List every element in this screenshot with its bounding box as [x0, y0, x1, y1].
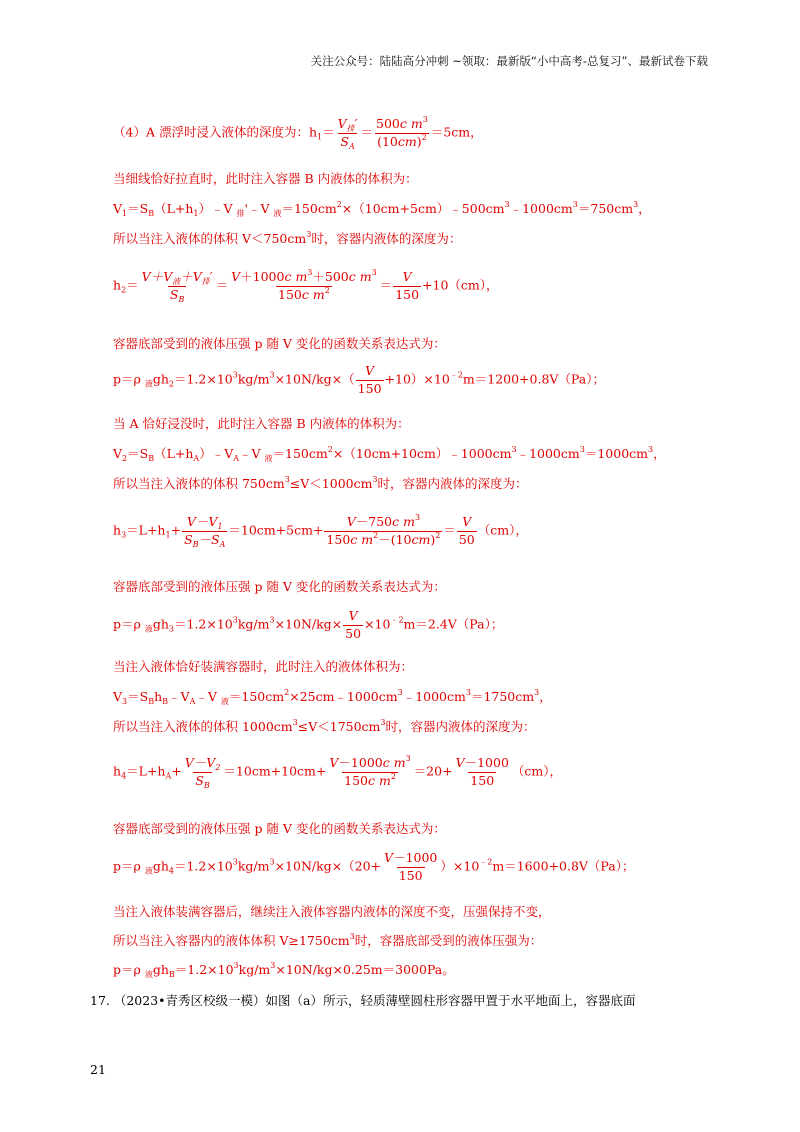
line-a-submerged: 当 A 恰好浸没时，此时注入容器 B 内液体的体积为：	[113, 416, 410, 431]
line-condition-1: 所以当注入液体的体积 $V<750cm^3$时，容器内液体的深度为：	[113, 230, 462, 246]
line-v3: $V_3=S_Bh_B﹣V_A﹣V$ $_液=150cm^2\times 25cm﹣1000cm^3﹣1000cm^3=1750cm^3$，	[113, 688, 552, 706]
formula-h2: $h_2=$ $\frac{V+V_液+V_排'}{S_B}$ ＝ $\frac{V+1000c m^3+500c m^3}{150c m^2}$ ＝ $\frac{V}{150}$ +10（cm），	[113, 268, 499, 304]
question-17: 17. （2023•青秀区校级一模）如图（a）所示，轻质薄壁圆柱形容器甲置于水平地面上，容器底面	[90, 993, 636, 1008]
formula-p4: p＝ρ $_液gh_4=1.2\times 10^3kg/m^3\times 10N/kg\times(20+$ $\frac{V-1000}{150}$ ）$\times 10^{﹣2}m=1600+0.8V(Pa)$；	[113, 850, 635, 883]
line-pressure-relation-1: 容器底部受到的液体压强 p 随 V 变化的函数关系表达式为：	[113, 336, 446, 351]
formula-p3: p＝ρ $_液gh_3=1.2\times 10^3kg/m^3\times 10N/kg\times$ $\frac{V}{50}$ $\times 10^{﹣2}m=2.4V(Pa)$；	[113, 608, 504, 641]
line-v2: $V_2=S_B(L+h_A)﹣V_A﹣V$ $_液=150cm^2\times(10cm+10cm)﹣1000cm^3﹣1000cm^3=1000cm^3$，	[113, 445, 666, 463]
page-number: 21	[90, 1062, 106, 1077]
line-pressure-relation-2: 容器底部受到的液体压强 p 随 V 变化的函数关系表达式为：	[113, 579, 446, 594]
line-condition-2: 所以当注入液体的体积 $750cm^3\le V<1000cm^3$时，容器内液体的深度为：	[113, 475, 528, 491]
line-pressure-relation-3: 容器底部受到的液体压强 p 随 V 变化的函数关系表达式为：	[113, 821, 446, 836]
page-header: 关注公众号：陆陆高分冲刺 ~领取：最新版“小中高考-总复习”、最新试卷下载	[310, 54, 708, 68]
formula-h4: $h_4=L+h_A+$ $\frac{V-V_2}{S_B}$ ＝10cm+10cm+ $\frac{V-1000c m^3}{150c m^2}$ ＝20+ $\frac{V-1000}{150}$ （cm），	[113, 754, 563, 790]
line-v1: $V_1=S_B(L+h_1)﹣V$ $_排$'﹣V $_液=150cm^2\times(10cm+5cm)﹣500cm^3﹣1000cm^3=750cm^3$，	[113, 200, 651, 218]
formula-h3: $h_3=L+h_1+$ $\frac{V-V_1}{S_B-S_A}$ ＝10cm+5cm+ $\frac{V-750c m^3}{150c m^2-(10cm)^2}$ ＝ $\frac{V}{50}$ （cm），	[113, 513, 528, 549]
line-after-full: 当注入液体装满容器后，继续注入液体容器内液体的深度不变，压强保持不变，	[113, 904, 551, 919]
formula-p2: p＝ρ $_液gh_2=1.2\times 10^3kg/m^3\times 10N/kg\times$（ $\frac{V}{150}$ $+10)\times 10^{﹣2}m=1200+0.8V(Pa)$；	[113, 363, 605, 396]
line-a-float-depth: （4）A 漂浮时浸入液体的深度为：$h_1=$ $\frac{V_排'}{S_A}$ ＝ $\frac{500c m^3}{(10cm)^2}$ ＝5cm，	[113, 115, 483, 151]
line-final-pressure: p＝ρ $_液gh_B=1.2\times 10^3kg/m^3\times 10N/kg\times 0.25m=3000Pa$。	[113, 961, 455, 979]
line-condition-4: 所以当注入容器内的液体体积 $V\ge 1750cm^3$时，容器底部受到的液体压强为：	[113, 932, 543, 948]
line-condition-3: 所以当注入液体的体积 $1000cm^3\le V<1750cm^3$时，容器内液体的深度为：	[113, 718, 536, 734]
line-container-full: 当注入液体恰好装满容器时，此时注入的液体体积为：	[113, 659, 414, 674]
line-string-taut: 当细线恰好拉直时，此时注入容器 B 内液体的体积为：	[113, 171, 418, 186]
